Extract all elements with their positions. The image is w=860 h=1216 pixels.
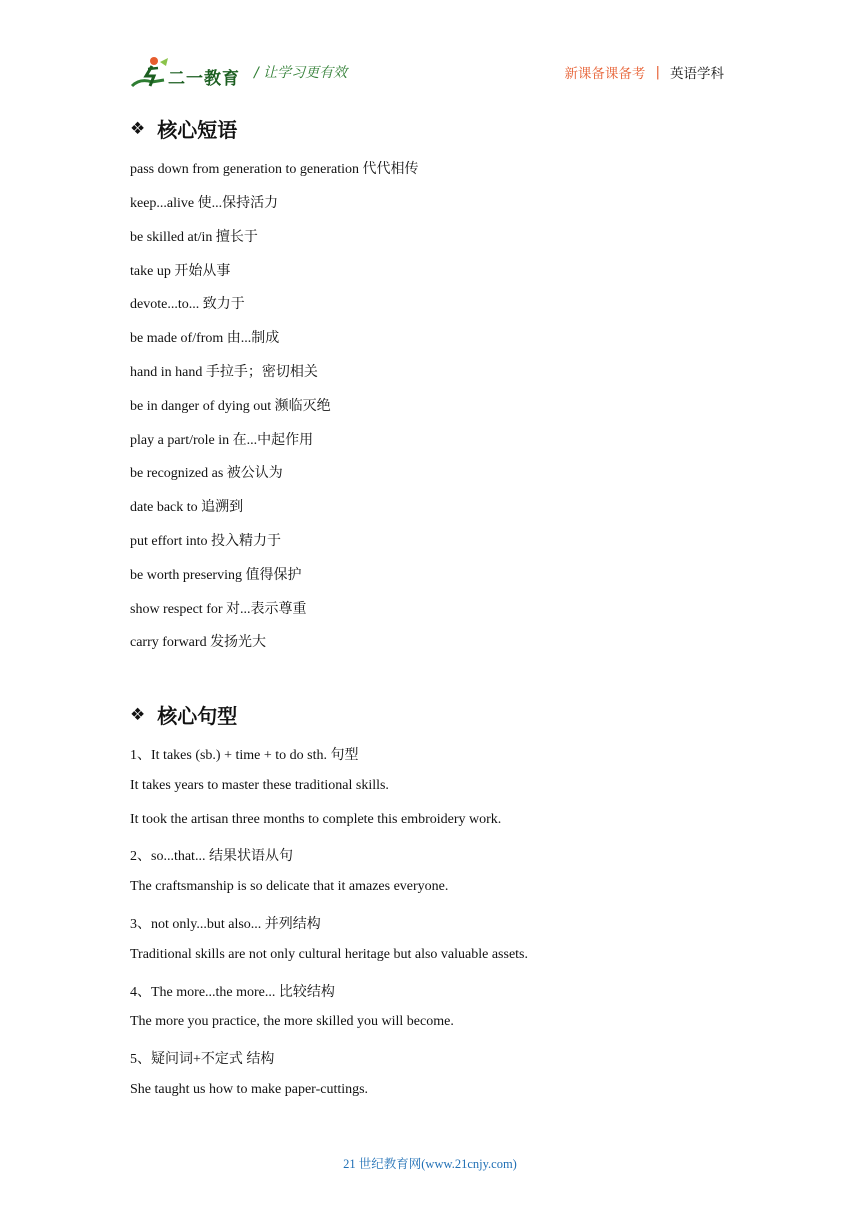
header-right <box>564 62 724 82</box>
phrase-item: keep...alive 使...保持活力 <box>130 196 279 211</box>
example-sentence: She taught us how to make paper-cuttings. <box>130 1082 369 1097</box>
header-divider: | <box>655 64 660 80</box>
sentence-pattern-heading: 4、The more...the more... 比较结构 <box>130 985 335 1000</box>
phrase-item: be made of/from 由...制成 <box>130 331 280 346</box>
diamond-bullet-icon: ❖ <box>130 704 146 725</box>
diamond-bullet-icon: ❖ <box>130 118 146 139</box>
example-sentence: It took the artisan three months to complete this embroidery work. <box>130 812 502 827</box>
subject-label: 英语学科 <box>670 66 724 82</box>
phrase-item: pass down from generation to generation 代代相传 <box>130 162 419 177</box>
example-sentence: It takes years to master these traditional skills. <box>130 778 389 793</box>
phrase-item: be worth preserving 值得保护 <box>130 568 302 583</box>
phrase-item: be recognized as 被公认为 <box>130 466 283 481</box>
section-title-text: 核心句型 <box>157 704 238 728</box>
page-footer: 21 世纪教育网(www.21cnjy.com) <box>343 1157 517 1171</box>
phrase-item: devote...to... 致力于 <box>130 297 245 312</box>
phrase-item: carry forward 发扬光大 <box>130 635 267 650</box>
phrase-item: hand in hand 手拉手；密切相关 <box>130 365 318 380</box>
example-sentence: The craftsmanship is so delicate that it amazes everyone. <box>130 879 449 894</box>
runner-logo-icon <box>130 56 170 90</box>
sentence-pattern-heading: 3、not only...but also... 并列结构 <box>130 917 321 932</box>
course-label: 新课备课备考 <box>564 66 646 82</box>
slogan: / 让学习更有效 <box>254 65 348 81</box>
section-title-phrases <box>130 114 237 143</box>
logo-text: 二一教育 <box>168 69 240 89</box>
section-title-sentences <box>130 700 237 729</box>
logo <box>130 56 242 90</box>
phrase-item: show respect for 对...表示尊重 <box>130 602 307 617</box>
phrase-item: put effort into 投入精力于 <box>130 534 282 549</box>
phrase-item: take up 开始从事 <box>130 264 231 279</box>
example-sentence: Traditional skills are not only cultural heritage but also valuable assets. <box>130 947 529 962</box>
sentence-pattern-heading: 5、疑问词+不定式 结构 <box>130 1052 275 1067</box>
section-title-text: 核心短语 <box>157 118 238 142</box>
sentence-pattern-heading: 2、so...that... 结果状语从句 <box>130 849 293 864</box>
example-sentence: The more you practice, the more skilled you will become. <box>130 1014 454 1029</box>
phrase-item: play a part/role in 在...中起作用 <box>130 433 314 448</box>
phrase-item: be skilled at/in 擅长于 <box>130 230 258 245</box>
page-header <box>130 56 730 90</box>
sentence-pattern-heading: 1、It takes (sb.) + time + to do sth. 句型 <box>130 748 359 763</box>
phrase-item: be in danger of dying out 濒临灭绝 <box>130 399 331 414</box>
phrase-item: date back to 追溯到 <box>130 500 244 515</box>
